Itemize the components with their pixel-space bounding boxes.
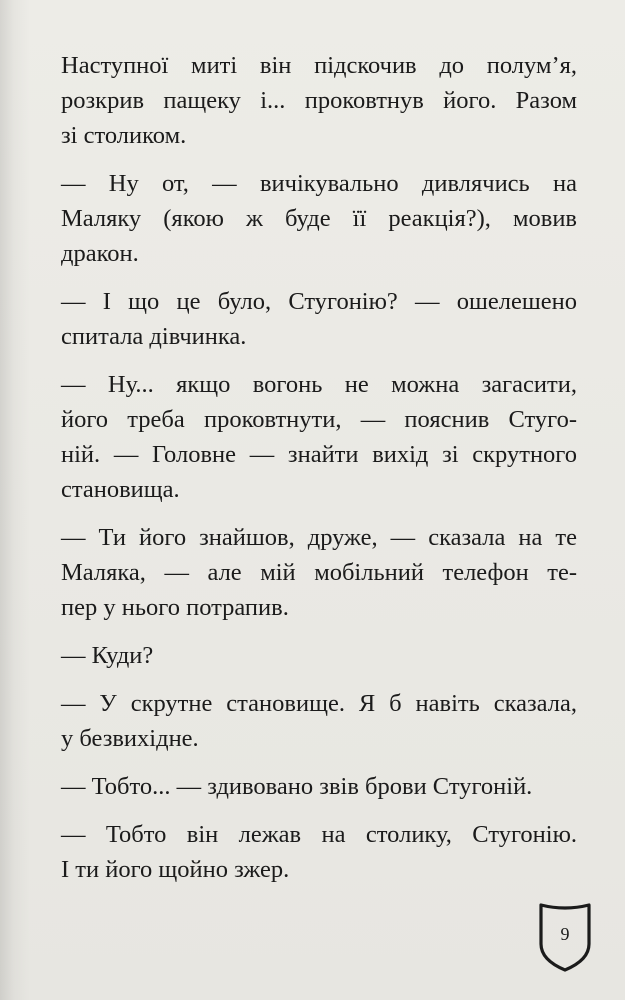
paragraph [61,48,577,153]
text-line: — І що це було, Стугонію? — ошелешено [61,288,577,315]
page-number: 9 [560,924,570,944]
paragraph [61,166,577,271]
text-line: дракон. [61,240,139,267]
text-line: Наступної миті він підскочив до полум’я, [61,52,577,79]
text-line: — Ти його знайшов, друже, — сказала на те [61,524,577,551]
page-number-badge [536,900,594,974]
text-line: зі столиком. [61,122,187,149]
text-line: Маляка, — але мій мобільний телефон те- [61,559,577,586]
text-line: — Тобто... — здивовано звів брови Стугоній. [61,773,533,800]
text-line: становища. [61,476,180,503]
text-line: — Ну... якщо вогонь не можна загасити, [61,371,577,398]
text-line: — Ну от, — вичікувально дивлячись на [61,170,577,197]
text-line: його треба проковтнути, — пояснив Стуго- [61,406,577,433]
paragraph [61,367,577,507]
paragraph [61,638,577,673]
text-line: Маляку (якою ж буде її реакція?), мовив [61,205,577,232]
paragraph [61,686,577,756]
text-block [61,48,577,900]
text-line: спитала дівчинка. [61,323,247,350]
text-line: — У скрутне становище. Я б навіть сказала, [61,690,577,717]
text-line: пер у нього потрапив. [61,594,289,621]
paragraph [61,769,577,804]
text-line: — Тобто він лежав на столику, Стугонію. [61,821,577,848]
paragraph [61,520,577,625]
paragraph [61,284,577,354]
text-line: І ти його щойно зжер. [61,856,290,883]
text-line: розкрив пащеку і... проковтнув його. Разом [61,87,577,114]
paragraph [61,817,577,887]
text-line: у безвихідне. [61,725,199,752]
text-line: ній. — Головне — знайти вихід зі скрутного [61,441,577,468]
text-line: — Куди? [61,642,154,669]
